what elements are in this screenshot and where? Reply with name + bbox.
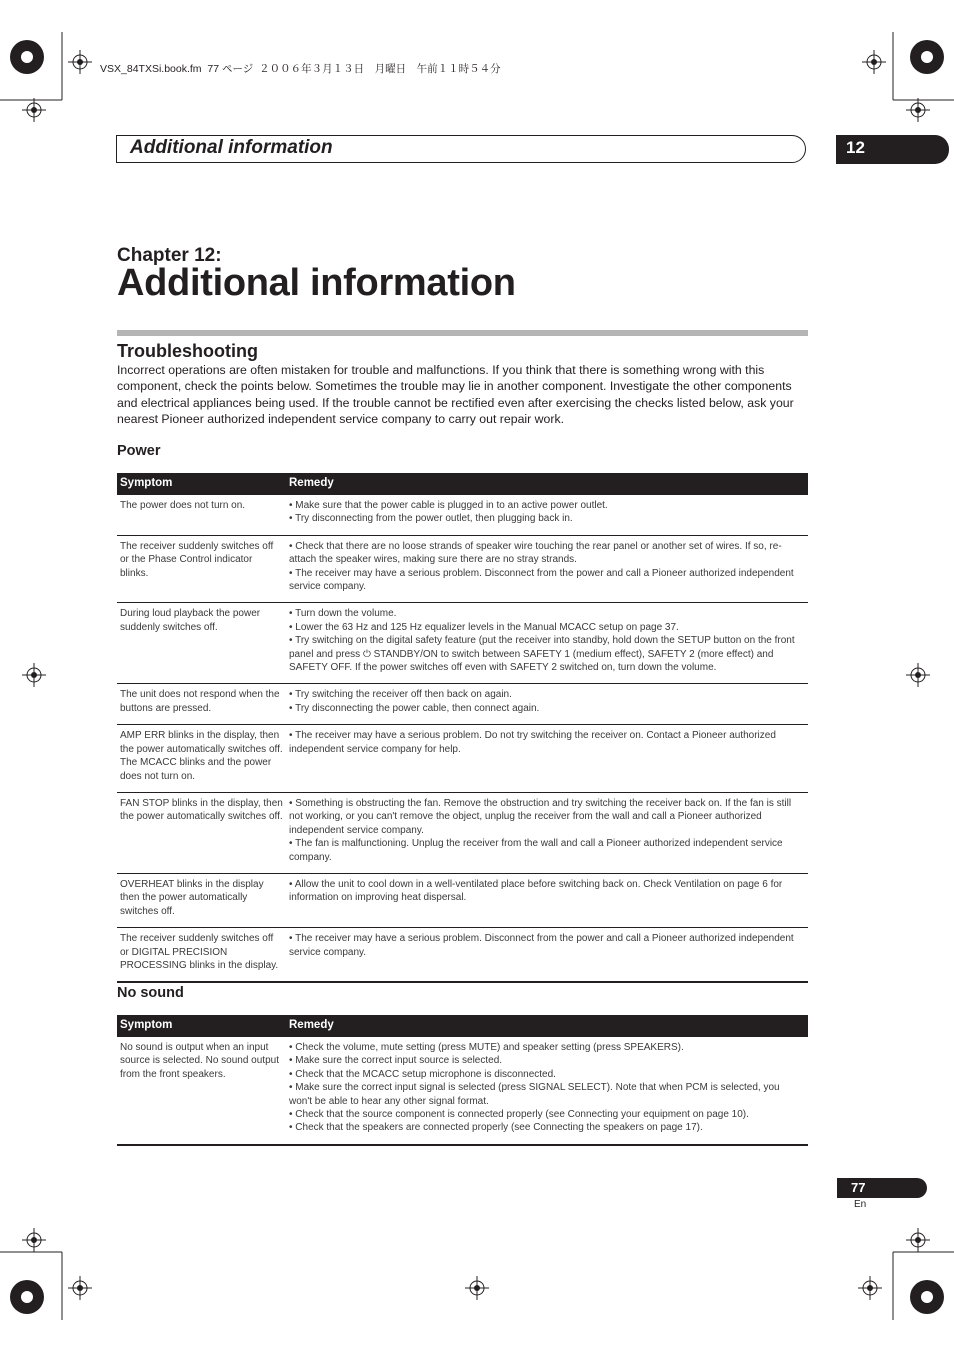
- table-row: [117, 684, 808, 725]
- remedy-line: • Something is obstructing the fan. Remove the obstruction and try switching the receiver back on. If the fan is still not working, or you can't remove the object, unplug the receiver from the wall and call a Pioneer authorized independent service company.: [289, 797, 792, 836]
- table-row: [117, 495, 808, 535]
- remedy-cell: [286, 603, 808, 684]
- power-table: [117, 473, 808, 983]
- crosshair-icon: [465, 1276, 489, 1300]
- intro-paragraph: Incorrect operations are often mistaken for trouble and malfunctions. If you think that there is something wrong with this component, check the points below. Sometimes the trouble may lie in another component. Investigate the other components and electrical appliances being used. If the trouble cannot be rectified even after exercising the checks listed below, ask your nearest Pioneer authorized independent service company to carry out repair work.: [117, 363, 794, 426]
- section-title: Troubleshooting: [117, 341, 258, 361]
- crosshair-icon: [22, 663, 46, 687]
- page-title: Additional information: [117, 262, 516, 304]
- chapter-tab: [836, 135, 949, 164]
- remedy-header: Remedy: [286, 1015, 808, 1037]
- table-row: [117, 1037, 808, 1145]
- registration-wheel-icon: [8, 38, 46, 76]
- remedy-line: • Try switching the receiver off then back on again.: [289, 689, 512, 701]
- remedy-line: • Check that the MCACC setup microphone is disconnected.: [289, 1068, 556, 1080]
- page-number: 77: [851, 1180, 866, 1195]
- symptom-cell: The power does not turn on.: [117, 495, 286, 535]
- remedy-cell: [286, 495, 808, 535]
- print-slug: VSX_84TXSi.book.fm 77 ページ ２００６年３月１３日 月曜日 午前１１時５４分: [100, 63, 501, 75]
- page-number-tab: [837, 1178, 927, 1198]
- remedy-line: • The fan is malfunctioning. Unplug the receiver from the wall and call a Pioneer authorized independent service company.: [289, 838, 783, 863]
- symptom-cell: The receiver suddenly switches off or the Phase Control indicator blinks.: [117, 535, 286, 603]
- remedy-line: • Check the volume, mute setting (press MUTE) and speaker setting (press SPEAKERS).: [289, 1042, 684, 1053]
- crosshair-icon: [906, 98, 930, 122]
- symptom-cell: No sound is output when an input source is selected. No sound output from the front speakers.: [117, 1037, 286, 1145]
- symptom-header: Symptom: [117, 1015, 286, 1037]
- remedy-cell: [286, 873, 808, 927]
- remedy-line: • Check that there are no loose strands of speaker wire touching the rear panel or another set of wires. If so, re-attach the speaker wires, making sure there are no stray strands.: [289, 540, 782, 566]
- crosshair-icon: [68, 1276, 92, 1300]
- remedy-line: • Try disconnecting from the power outlet, then plugging back in.: [289, 513, 573, 525]
- crosshair-icon: [22, 98, 46, 122]
- symptom-cell: The receiver suddenly switches off or DIGITAL PRECISION PROCESSING blinks in the display.: [117, 928, 286, 983]
- remedy-cell: [286, 1037, 808, 1145]
- chapter-label: Chapter 12:: [117, 245, 222, 266]
- crosshair-icon: [906, 663, 930, 687]
- remedy-line: • Allow the unit to cool down in a well-ventilated place before switching back on. Check Ventilation on page 6 for information on improving heat dispersal.: [289, 878, 783, 904]
- crosshair-icon: [22, 1228, 46, 1252]
- power-subtitle: Power: [117, 443, 161, 459]
- chapter-number: 12: [846, 138, 865, 157]
- remedy-line: • The receiver may have a serious problem. Do not try switching the receiver on. Contact a Pioneer authorized independent service company for help.: [289, 730, 776, 755]
- remedy-line: • The receiver may have a serious problem. Disconnect from the power and call a Pioneer authorized independent service company.: [289, 933, 794, 958]
- remedy-line: • Check that the source component is connected properly (see Connecting your equipment on page 10).: [289, 1109, 749, 1121]
- language-code: En: [854, 1199, 867, 1210]
- remedy-line: • Lower the 63 Hz and 125 Hz equalizer levels in the Manual MCACC setup on page 37.: [289, 621, 679, 633]
- remedy-line: • Make sure that the power cable is plugged in to an active power outlet.: [289, 500, 608, 511]
- remedy-line: • Check that the speakers are connected properly (see Connecting the speakers on page 17).: [289, 1122, 703, 1134]
- remedy-cell: [286, 684, 808, 725]
- no-sound-subtitle: No sound: [117, 985, 184, 1001]
- table-row: [117, 873, 808, 927]
- remedy-line: • Try switching on the digital safety feature (put the receiver into standby, hold down the SETUP button on the front panel and press ⏻ STANDBY/ON to switch between SAFETY 1 (medium effect), SAFETY 2 (more effect) and SAFETY OFF. If the power switches off even with SAFETY 2 switched on, turn down the volume.: [289, 635, 795, 674]
- symptom-cell: The unit does not respond when the buttons are pressed.: [117, 684, 286, 725]
- table-row: [117, 725, 808, 793]
- remedy-line: • Try disconnecting the power cable, then connect again.: [289, 702, 540, 714]
- remedy-header: Remedy: [286, 473, 808, 495]
- crosshair-icon: [906, 1228, 930, 1252]
- remedy-line: • Make sure the correct input source is selected.: [289, 1055, 503, 1067]
- running-header-title: Additional information: [130, 137, 333, 158]
- section-rule: [117, 330, 808, 336]
- remedy-cell: [286, 928, 808, 983]
- registration-wheel-icon: [908, 1278, 946, 1316]
- symptom-cell: During loud playback the power suddenly switches off.: [117, 603, 286, 684]
- remedy-line: • Make sure the correct input signal is selected (press SIGNAL SELECT). Note that when PCM is selected, you won't be able to hear any other signal format.: [289, 1082, 780, 1107]
- symptom-cell: AMP ERR blinks in the display, then the power automatically switches off. The MCACC blinks and the power does not turn on.: [117, 725, 286, 793]
- no-sound-table: [117, 1015, 808, 1146]
- symptom-header: Symptom: [117, 473, 286, 495]
- table-row: [117, 535, 808, 603]
- remedy-cell: [286, 792, 808, 873]
- table-row: [117, 603, 808, 684]
- remedy-cell: [286, 725, 808, 793]
- crosshair-icon: [862, 50, 886, 74]
- remedy-line: • The receiver may have a serious problem. Disconnect from the power and call a Pioneer authorized independent service company.: [289, 567, 794, 593]
- remedy-cell: [286, 535, 808, 603]
- crosshair-icon: [858, 1276, 882, 1300]
- table-row: [117, 928, 808, 983]
- remedy-line: • Turn down the volume.: [289, 608, 397, 620]
- registration-wheel-icon: [8, 1278, 46, 1316]
- symptom-cell: FAN STOP blinks in the display, then the power automatically switches off.: [117, 792, 286, 873]
- symptom-cell: OVERHEAT blinks in the display then the power automatically switches off.: [117, 873, 286, 927]
- table-row: [117, 792, 808, 873]
- registration-wheel-icon: [908, 38, 946, 76]
- crosshair-icon: [68, 50, 92, 74]
